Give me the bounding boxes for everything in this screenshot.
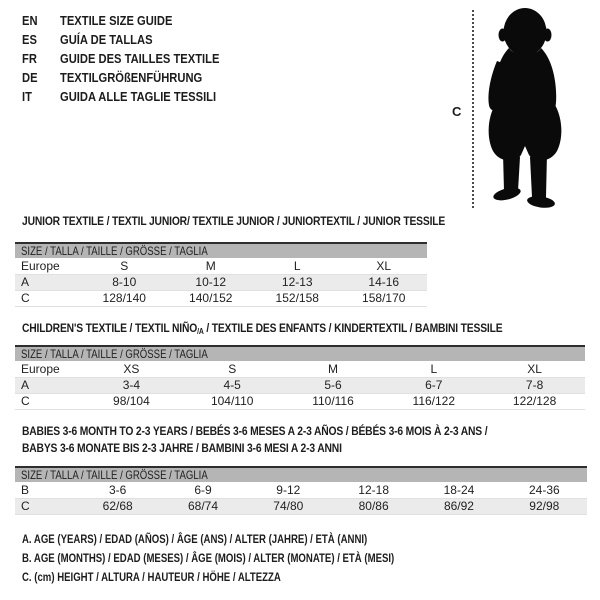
language-code: DE [22, 70, 38, 85]
cell: 7-8 [484, 377, 585, 393]
language-label: GUÍA DE TALLAS [60, 32, 153, 47]
language-label: TEXTILGRÖßENFÜHRUNG [60, 70, 203, 85]
cell: 18-24 [416, 482, 501, 498]
row-label: A [15, 377, 81, 393]
cell: 122/128 [484, 393, 585, 409]
cell: XL [484, 361, 585, 377]
cell: 6-9 [160, 482, 245, 498]
table-row-a [15, 377, 585, 393]
cell: 14-16 [341, 274, 428, 290]
table-row-europe [15, 361, 585, 377]
row-label: B [15, 482, 75, 498]
cell: 74/80 [246, 498, 331, 514]
table-row-c [15, 393, 585, 409]
children-section-title: CHILDREN'S TEXTILE / TEXTIL $NIÑO_{/A}$ / TEXTILE DES ENFANTS / KINDERTEXTIL / BAMBINI TESSILE [22, 321, 503, 336]
cell: XS [81, 361, 182, 377]
cell: 4-5 [182, 377, 283, 393]
language-row-de [22, 68, 245, 87]
cell: 98/104 [81, 393, 182, 409]
cell: 24-36 [502, 482, 587, 498]
table-row-a [15, 274, 427, 290]
cell: 8-10 [81, 274, 168, 290]
cell: 3-6 [75, 482, 160, 498]
row-label: A [15, 274, 81, 290]
cell: 158/170 [341, 290, 428, 306]
footnotes [22, 532, 487, 589]
language-guide [22, 11, 245, 106]
language-code: FR [22, 51, 37, 66]
cell: 104/110 [182, 393, 283, 409]
row-label: Europe [15, 361, 81, 377]
size-header-bar: SIZE / TALLA / TAILLE / GRÖSSE / TAGLIA [15, 467, 587, 482]
cell: M [168, 258, 255, 274]
language-row-fr [22, 49, 245, 68]
size-header-bar: SIZE / TALLA / TAILLE / GRÖSSE / TAGLIA [15, 346, 585, 361]
language-code: ES [22, 32, 37, 47]
language-row-en [22, 11, 245, 30]
footnote-a: A. AGE (YEARS) / EDAD (AÑOS) / ÂGE (ANS) / ALTER (JAHRE) / ETÀ (ANNI) [22, 532, 368, 546]
footnote-b: B. AGE (MONTHS) / EDAD (MESES) / ÂGE (MOIS) / ALTER (MONATE) / ETÀ (MESI) [22, 551, 395, 565]
babies-size-table [15, 466, 587, 515]
cell: 68/74 [160, 498, 245, 514]
cell: 128/140 [81, 290, 168, 306]
toddler-silhouette-image [482, 5, 568, 211]
table-row-c [15, 290, 427, 306]
subscript-a: /A [197, 327, 204, 336]
language-code: IT [22, 89, 32, 104]
cell: 9-12 [246, 482, 331, 498]
row-label: Europe [15, 258, 81, 274]
cell: S [81, 258, 168, 274]
cell: XL [341, 258, 428, 274]
cell: 80/86 [331, 498, 416, 514]
language-label: GUIDA ALLE TAGLIE TESSILI [60, 89, 217, 104]
height-measure-label: C [452, 104, 462, 119]
language-row-it [22, 87, 245, 106]
cell: 62/68 [75, 498, 160, 514]
cell: S [182, 361, 283, 377]
cell: 152/158 [254, 290, 341, 306]
children-size-table [15, 345, 585, 410]
cell: 12-13 [254, 274, 341, 290]
cell: 110/116 [283, 393, 384, 409]
height-dotted-line [472, 10, 474, 208]
cell: L [383, 361, 484, 377]
row-label: C [15, 393, 81, 409]
table-row-europe [15, 258, 427, 274]
cell: M [283, 361, 384, 377]
junior-size-table [15, 242, 427, 307]
table-row-c [15, 498, 587, 514]
cell: 12-18 [331, 482, 416, 498]
cell: 6-7 [383, 377, 484, 393]
table-header-row [15, 467, 587, 482]
table-header-row [15, 243, 427, 258]
cell: 10-12 [168, 274, 255, 290]
junior-section-title: JUNIOR TEXTILE / TEXTIL JUNIOR/ TEXTILE JUNIOR / JUNIORTEXTIL / JUNIOR TESSILE [22, 214, 446, 228]
language-row-es [22, 30, 245, 49]
cell: 3-4 [81, 377, 182, 393]
language-label: GUIDE DES TAILLES TEXTILE [60, 51, 220, 66]
cell: 140/152 [168, 290, 255, 306]
row-label: C [15, 290, 81, 306]
cell: 92/98 [502, 498, 587, 514]
footnote-c: C. (cm) HEIGHT / ALTURA / HAUTEUR / HÖHE / ALTEZZA [22, 570, 281, 584]
size-header-bar: SIZE / TALLA / TAILLE / GRÖSSE / TAGLIA [15, 243, 427, 258]
cell: 116/122 [383, 393, 484, 409]
language-code: EN [22, 13, 38, 28]
language-label: TEXTILE SIZE GUIDE [60, 13, 173, 28]
cell: 5-6 [283, 377, 384, 393]
cell: L [254, 258, 341, 274]
row-label: C [15, 498, 75, 514]
table-row-b [15, 482, 587, 498]
babies-section-title: BABIES 3-6 MONTH TO 2-3 YEARS / BEBÉS 3-6 MESES A 2-3 AÑOS / BÉBÉS 3-6 MOIS À 2-3 ANS / BABYS 3-6 MONATE BIS 2-3 JAHRE / BAMBINI 3-6 MESI A 2-3 ANNI [22, 424, 488, 455]
cell: 86/92 [416, 498, 501, 514]
table-header-row [15, 346, 585, 361]
